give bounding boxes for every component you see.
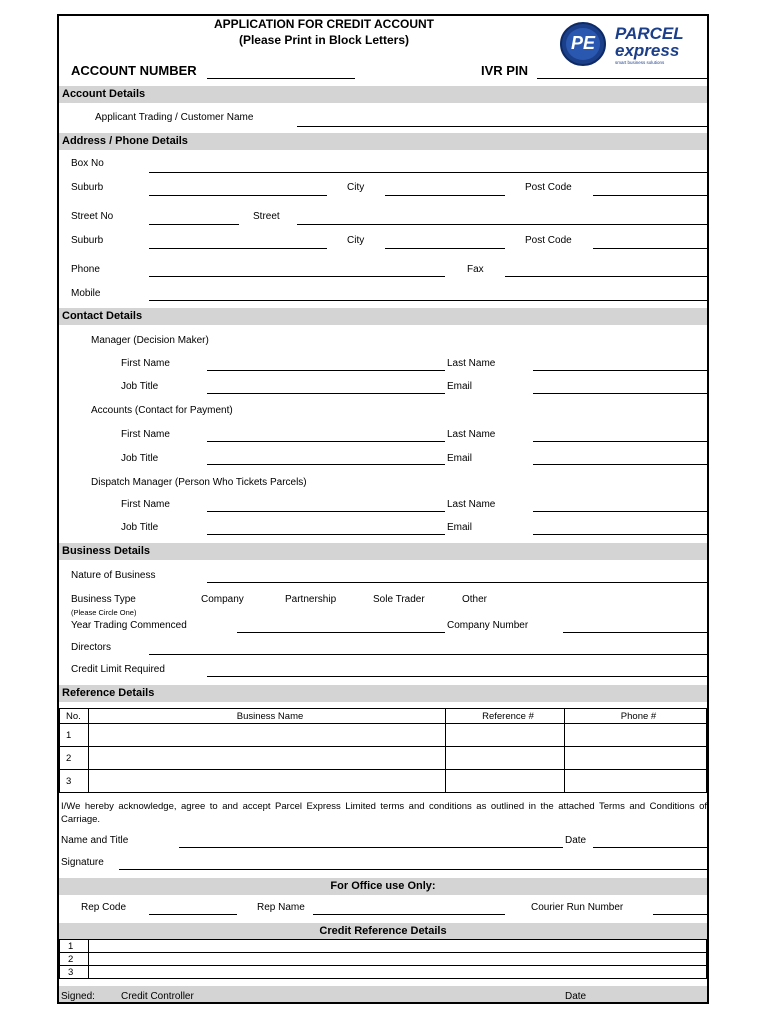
courier-run-field[interactable] xyxy=(653,914,707,915)
reference-business-name-cell[interactable] xyxy=(89,747,446,770)
accounts-label: Accounts (Contact for Payment) xyxy=(91,405,233,416)
credit-ref-row-number: 1 xyxy=(60,940,89,953)
business-details-heading: Business Details xyxy=(59,543,707,560)
reference-phone-cell[interactable] xyxy=(565,747,707,770)
credit-controller-label: Credit Controller xyxy=(121,991,194,1002)
reference-business-name-cell[interactable] xyxy=(89,724,446,747)
rep-name-field[interactable] xyxy=(313,914,505,915)
city-field[interactable] xyxy=(385,195,505,196)
accounts-last-name-label: Last Name xyxy=(447,429,496,440)
account-number-field[interactable] xyxy=(207,78,355,79)
parcel-express-logo xyxy=(559,20,699,68)
dispatch-first-name-label: First Name xyxy=(121,499,170,510)
reference-row-number: 1 xyxy=(60,724,89,747)
courier-run-label: Courier Run Number xyxy=(531,902,624,913)
dispatch-first-name-field[interactable] xyxy=(207,511,445,512)
rep-name-label: Rep Name xyxy=(257,902,305,913)
dispatch-email-field[interactable] xyxy=(533,534,707,535)
post-code-label-2: Post Code xyxy=(525,235,572,246)
signed-bar xyxy=(59,986,707,1002)
credit-limit-label: Credit Limit Required xyxy=(71,664,165,675)
agreement-date-field[interactable] xyxy=(593,847,707,848)
phone-field[interactable] xyxy=(149,276,445,277)
manager-job-title-field[interactable] xyxy=(207,393,445,394)
applicant-name-label: Applicant Trading / Customer Name xyxy=(95,112,254,123)
ivr-pin-label: IVR PIN xyxy=(481,63,528,78)
dispatch-last-name-label: Last Name xyxy=(447,499,496,510)
table-row xyxy=(60,940,707,953)
applicant-name-field[interactable] xyxy=(297,126,707,127)
credit-ref-cell[interactable] xyxy=(89,953,707,966)
reference-phone-cell[interactable] xyxy=(565,770,707,793)
accounts-email-label: Email xyxy=(447,453,473,464)
account-number-label: ACCOUNT NUMBER xyxy=(71,63,197,78)
manager-last-name-label: Last Name xyxy=(447,358,496,369)
city-label: City xyxy=(347,182,365,193)
company-number-field[interactable] xyxy=(563,632,707,633)
dispatch-email-label: Email xyxy=(447,522,473,533)
credit-reference-heading: Credit Reference Details xyxy=(59,923,707,940)
rep-code-field[interactable] xyxy=(149,914,237,915)
manager-job-title-label: Job Title xyxy=(121,381,159,392)
suburb-label-2: Suburb xyxy=(71,235,104,246)
nature-of-business-label: Nature of Business xyxy=(71,570,156,581)
accounts-first-name-field[interactable] xyxy=(207,441,445,442)
table-row xyxy=(60,966,707,979)
nature-of-business-field[interactable] xyxy=(207,582,707,583)
year-trading-field[interactable] xyxy=(237,632,445,633)
form-subtitle: (Please Print in Block Letters) xyxy=(238,33,410,47)
agreement-date-label: Date xyxy=(565,835,587,846)
signature-label: Signature xyxy=(61,857,104,868)
directors-field[interactable] xyxy=(149,654,707,655)
accounts-last-name-field[interactable] xyxy=(533,441,707,442)
directors-label: Directors xyxy=(71,642,112,653)
reference-number-cell[interactable] xyxy=(446,724,565,747)
mobile-label: Mobile xyxy=(71,288,101,299)
signature-field[interactable] xyxy=(119,869,707,870)
phone-label: Phone xyxy=(71,264,100,275)
reference-col-phone: Phone # xyxy=(565,709,707,724)
table-row xyxy=(60,953,707,966)
signed-label: Signed: xyxy=(61,991,95,1002)
street-label: Street xyxy=(253,211,280,222)
fax-field[interactable] xyxy=(505,276,707,277)
address-details-heading: Address / Phone Details xyxy=(59,133,707,150)
business-type-label: Business Type xyxy=(71,594,136,605)
reference-table xyxy=(59,708,707,793)
city-label-2: City xyxy=(347,235,365,246)
credit-limit-field[interactable] xyxy=(207,676,707,677)
logo-text-parcel: PARCEL xyxy=(615,24,684,43)
manager-email-label: Email xyxy=(447,381,473,392)
fax-label: Fax xyxy=(467,264,484,275)
business-type-partnership[interactable]: Partnership xyxy=(285,594,337,605)
box-no-field[interactable] xyxy=(149,172,707,173)
company-number-label: Company Number xyxy=(447,620,529,631)
manager-first-name-label: First Name xyxy=(121,358,170,369)
credit-ref-row-number: 2 xyxy=(60,953,89,966)
terms-acknowledgement: I/We hereby acknowledge, agree to and accept Parcel Express Limited terms and conditions as outlined in the attached Terms and Conditions of Carriage. xyxy=(61,801,707,825)
suburb-label: Suburb xyxy=(71,182,104,193)
reference-business-name-cell[interactable] xyxy=(89,770,446,793)
dispatch-last-name-field[interactable] xyxy=(533,511,707,512)
reference-col-no: No. xyxy=(60,709,89,724)
reference-col-reference: Reference # xyxy=(446,709,565,724)
manager-last-name-field[interactable] xyxy=(533,370,707,371)
business-type-other[interactable]: Other xyxy=(462,594,488,605)
office-use-heading: For Office use Only: xyxy=(59,878,707,895)
credit-application-form xyxy=(57,14,709,1004)
street-no-field[interactable] xyxy=(149,224,239,225)
table-row xyxy=(60,747,707,770)
accounts-email-field[interactable] xyxy=(533,464,707,465)
logo-text-express: express xyxy=(615,41,680,60)
circle-one-note: (Please Circle One) xyxy=(71,608,137,617)
manager-label: Manager (Decision Maker) xyxy=(91,335,209,346)
reference-number-cell[interactable] xyxy=(446,770,565,793)
manager-email-field[interactable] xyxy=(533,393,707,394)
post-code-field-2[interactable] xyxy=(593,248,707,249)
name-title-label: Name and Title xyxy=(61,835,129,846)
reference-phone-cell[interactable] xyxy=(565,724,707,747)
accounts-job-title-field[interactable] xyxy=(207,464,445,465)
reference-details-heading: Reference Details xyxy=(59,685,707,702)
credit-ref-cell[interactable] xyxy=(89,940,707,953)
accounts-job-title-label: Job Title xyxy=(121,453,159,464)
credit-ref-row-number: 3 xyxy=(60,966,89,979)
box-no-label: Box No xyxy=(71,158,104,169)
street-field[interactable] xyxy=(297,224,707,225)
post-code-field[interactable] xyxy=(593,195,707,196)
post-code-label: Post Code xyxy=(525,182,572,193)
office-date-label: Date xyxy=(565,991,587,1002)
reference-row-number: 2 xyxy=(60,747,89,770)
accounts-first-name-label: First Name xyxy=(121,429,170,440)
ivr-pin-field[interactable] xyxy=(537,78,707,79)
credit-reference-table xyxy=(59,939,707,979)
form-title: APPLICATION FOR CREDIT ACCOUNT xyxy=(214,17,434,31)
contact-details-heading: Contact Details xyxy=(59,308,707,325)
reference-number-cell[interactable] xyxy=(446,747,565,770)
rep-code-label: Rep Code xyxy=(81,902,127,913)
dispatch-job-title-field[interactable] xyxy=(207,534,445,535)
credit-ref-cell[interactable] xyxy=(89,966,707,979)
year-trading-label: Year Trading Commenced xyxy=(71,620,187,631)
business-type-company[interactable]: Company xyxy=(201,594,244,605)
name-title-field[interactable] xyxy=(179,847,563,848)
street-no-label: Street No xyxy=(71,211,114,222)
table-row xyxy=(60,770,707,793)
table-row xyxy=(60,724,707,747)
dispatch-label: Dispatch Manager (Person Who Tickets Parcels) xyxy=(91,477,307,488)
reference-row-number: 3 xyxy=(60,770,89,793)
mobile-field[interactable] xyxy=(149,300,707,301)
account-details-heading: Account Details xyxy=(59,86,707,103)
manager-first-name-field[interactable] xyxy=(207,370,445,371)
dispatch-job-title-label: Job Title xyxy=(121,522,159,533)
logo-monogram: PE xyxy=(570,33,595,53)
suburb-field-2[interactable] xyxy=(149,248,327,249)
reference-col-business-name: Business Name xyxy=(89,709,446,724)
reference-header-row xyxy=(60,709,707,724)
business-type-sole-trader[interactable]: Sole Trader xyxy=(373,594,425,605)
city-field-2[interactable] xyxy=(385,248,505,249)
suburb-field[interactable] xyxy=(149,195,327,196)
logo-tagline: smart business solutions xyxy=(615,60,665,65)
